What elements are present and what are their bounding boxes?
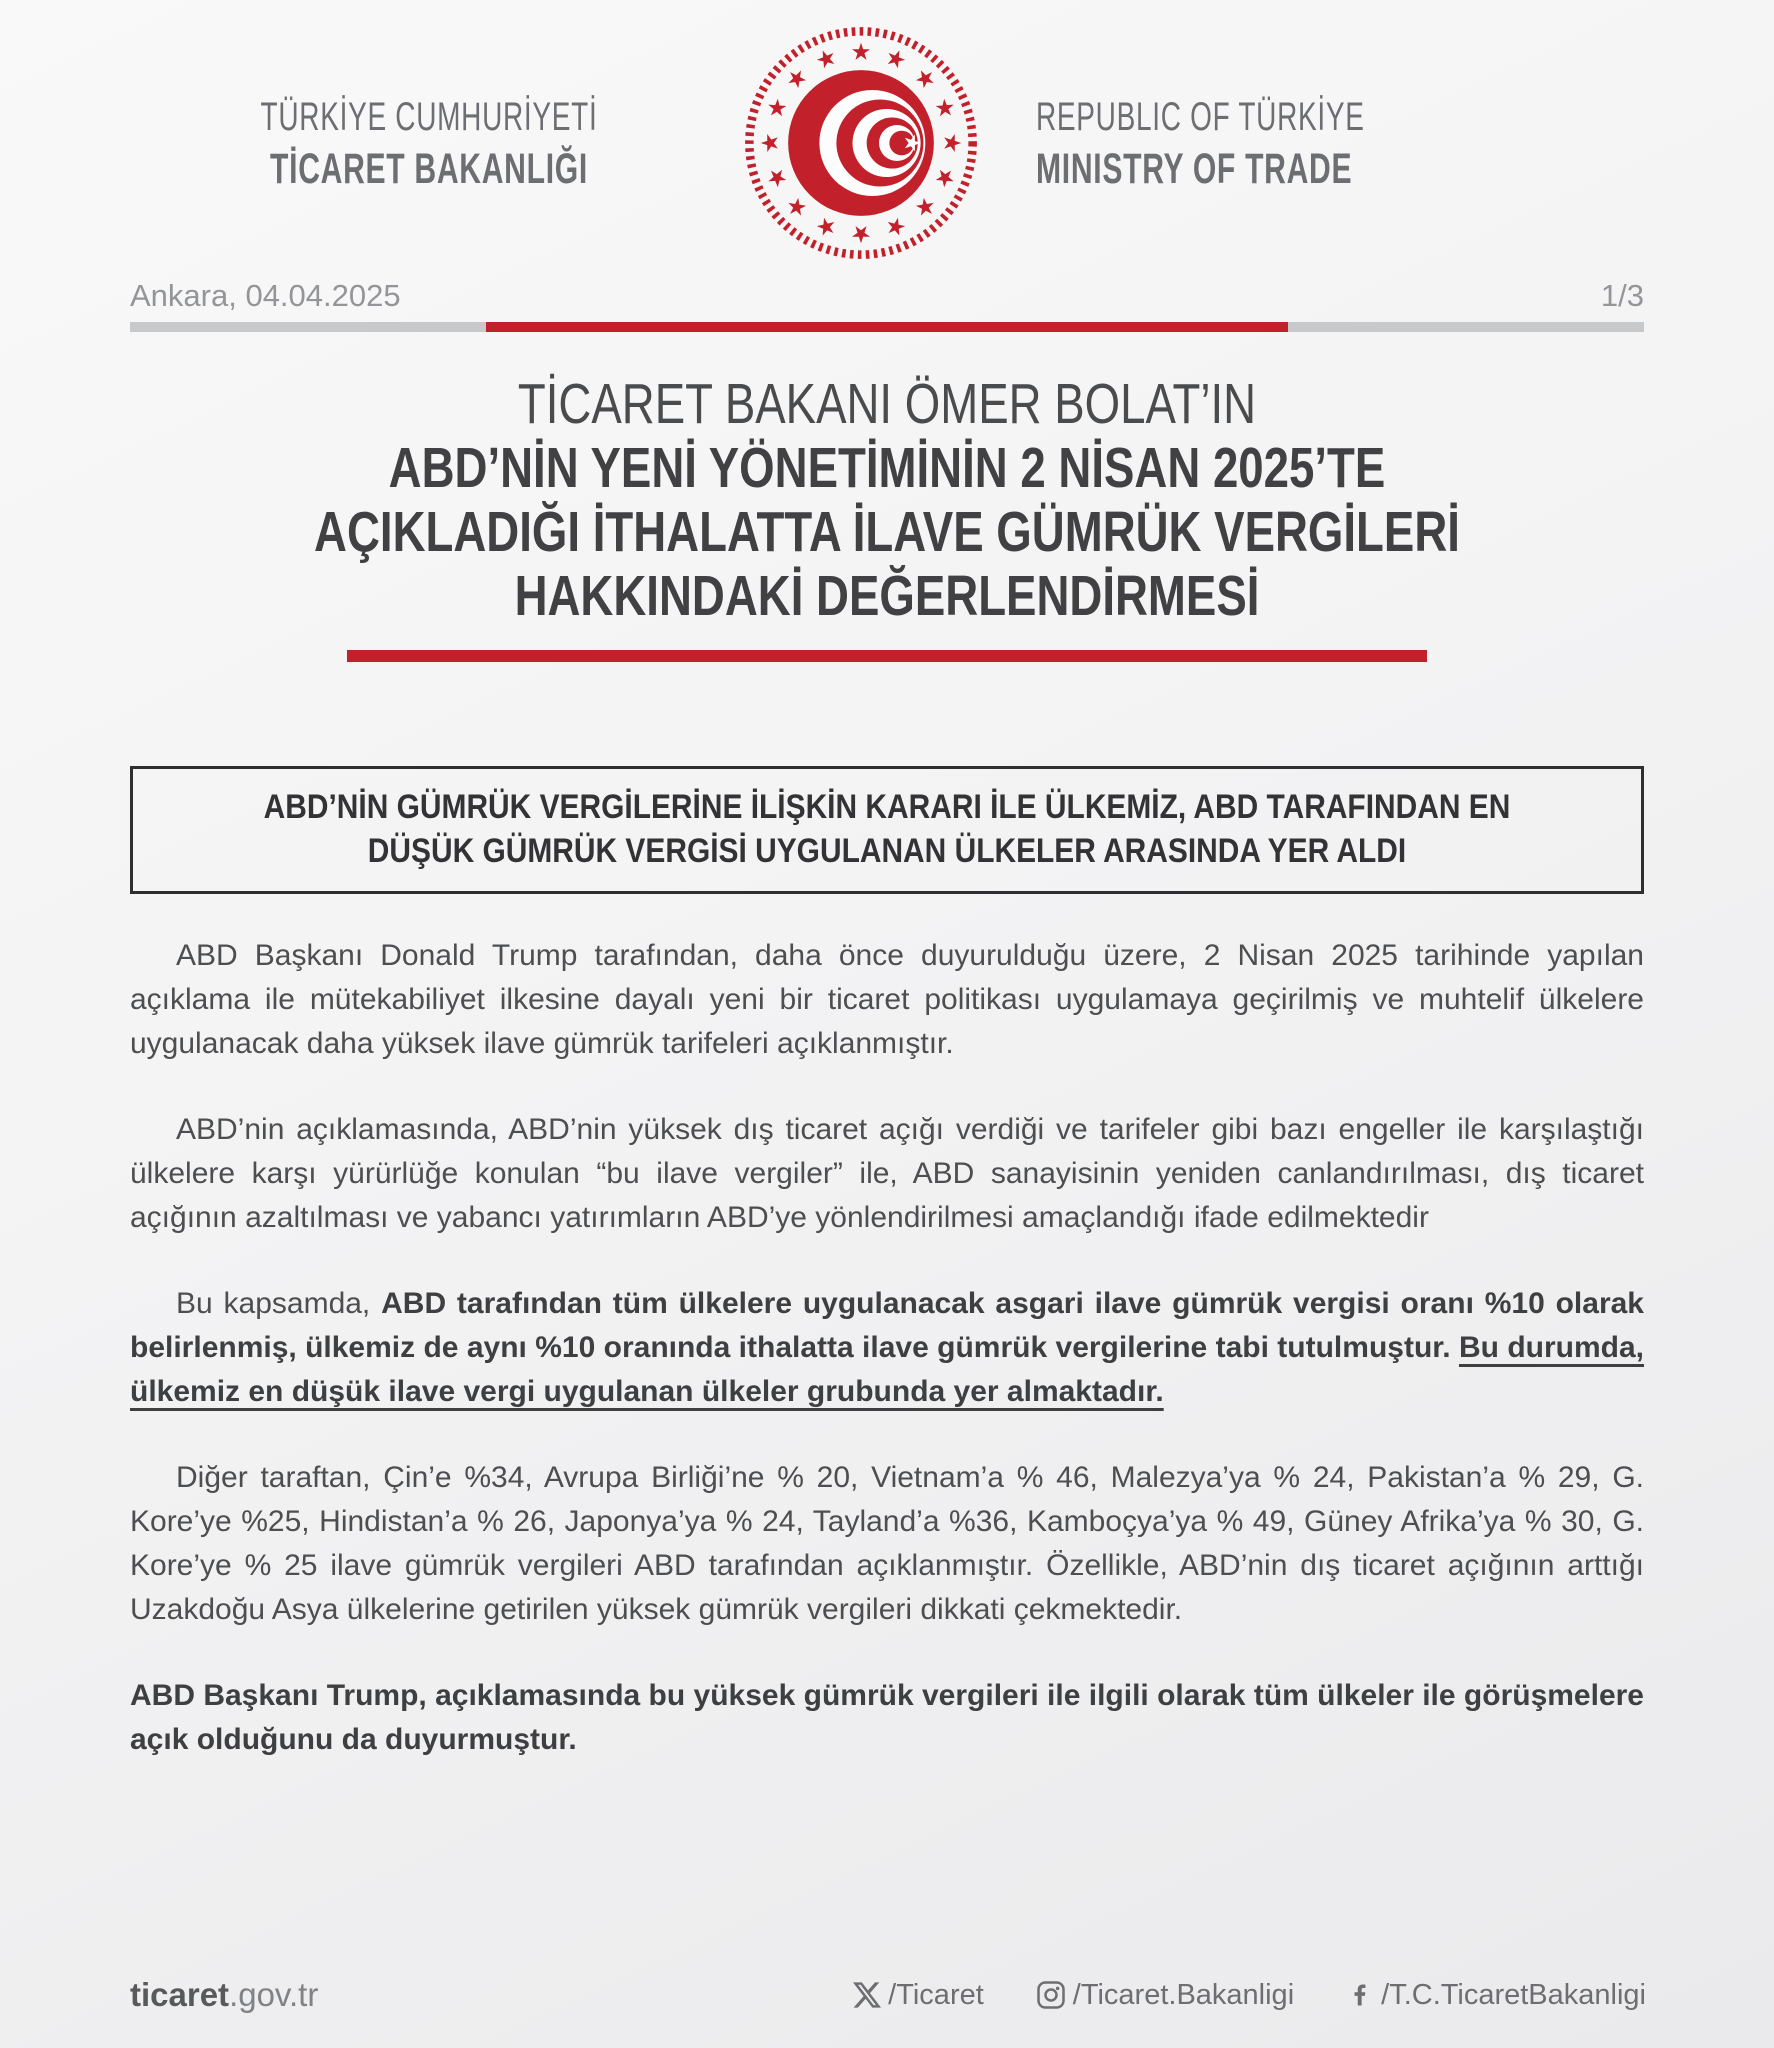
paragraph-2: ABD’nin açıklamasında, ABD’nin yüksek dış ticaret açığı verdiği ve tarifeler gibi bazı engeller ile karşılaştığı ülkelere karşı yürürlüğe konulan “bu ilave vergiler” ile, ABD sanayisinin yeniden canlandırılması, dış ticaret açığının azaltılması ve yabancı yatırımların ABD’ye yönlendirilmesi amaçlandığı ifade edilmektedir (130, 1113, 1644, 1234)
x-icon (853, 1981, 881, 2009)
page-indicator: 1/3 (1600, 278, 1644, 313)
dateline: Ankara, 04.04.2025 (130, 278, 401, 313)
page-title (0, 372, 1774, 628)
instagram-icon (1036, 1980, 1066, 2010)
header-divider-rule (130, 322, 1644, 332)
header-left-line1: TÜRKİYE CUMHURİYETİ (260, 95, 598, 139)
title-line4: HAKKINDAKİ DEĞERLENDİRMESİ (514, 564, 1260, 628)
meta-row (130, 278, 1644, 314)
header-right-line1: REPUBLIC OF TÜRKİYE (1036, 95, 1365, 139)
ministry-emblem-svg (738, 20, 984, 266)
website-rest: .gov.tr (229, 1976, 319, 2013)
paragraph-3-bold: ABD tarafından tüm ülkelere uygulanacak asgari ilave gümrük vergisi oranı %10 olarak belirlenmiş, ülkemiz de aynı %10 oranında ithalatta ilave gümrük vergilerine tabi tutulmuştur. (130, 1287, 1644, 1364)
social-links (853, 1979, 1646, 2012)
footer (130, 1976, 1646, 2014)
title-line3: AÇIKLADIĞI İTHALATTA İLAVE GÜMRÜK VERGİLERİ (314, 500, 1460, 564)
paragraph-5: ABD Başkanı Trump, açıklamasında bu yüksek gümrük vergileri ile ilgili olarak tüm ülkeler ile görüşmelere açık olduğunu da duyurmuştur. (130, 1679, 1644, 1756)
rule-red-center (486, 322, 1288, 332)
headline-box (130, 766, 1644, 894)
body-text (130, 934, 1644, 1762)
facebook-icon (1346, 1981, 1374, 2009)
header-left-title (120, 91, 738, 195)
title-line1: TİCARET BAKANI ÖMER BOLAT’IN (517, 372, 1257, 436)
header-left-line2: TİCARET BAKANLIĞI (270, 145, 588, 193)
paragraph-1: ABD Başkanı Donald Trump tarafından, daha önce duyurulduğu üzere, 2 Nisan 2025 tarihinde yapılan açıklama ile mütekabiliyet ilkesine dayalı yeni bir ticaret politikası uygulamaya geçirilmiş ve muhtelif ülkelere uygulanacak daha yüksek ilave gümrük tarifeleri açıklanmıştır. (130, 939, 1644, 1060)
rule-gray-right (1288, 322, 1644, 332)
paragraph-3 (130, 1282, 1644, 1414)
website-link[interactable] (130, 1976, 318, 2014)
instagram-link[interactable] (1036, 1979, 1294, 2012)
header (0, 18, 1774, 268)
header-right-line2: MINISTRY OF TRADE (1036, 145, 1353, 193)
ministry-emblem (738, 20, 984, 266)
header-right-title (984, 91, 1654, 195)
headline-line1: ABD’NİN GÜMRÜK VERGİLERİNE İLİŞKİN KARARI İLE ÜLKEMİZ, ABD TARAFINDAN EN (263, 788, 1511, 826)
instagram-handle: /Ticaret.Bakanligi (1072, 1978, 1295, 2011)
emblem-crescents (788, 70, 934, 216)
facebook-handle: /T.C.TicaretBakanligi (1381, 1978, 1646, 2011)
paragraph-3-underlined: Bu durumda, ülkemiz en düşük ilave vergi uygulanan ülkeler grubunda yer almaktadır. (130, 1331, 1645, 1408)
title-underline-rule (347, 650, 1427, 662)
title-line2: ABD’NİN YENİ YÖNETİMİNİN 2 NİSAN 2025’TE (388, 436, 1386, 500)
headline-line2: DÜŞÜK GÜMRÜK VERGİSİ UYGULANAN ÜLKELER ARASINDA YER ALDI (367, 832, 1407, 870)
rule-gray-left (130, 322, 486, 332)
paragraph-4: Diğer taraftan, Çin’e %34, Avrupa Birliği’ne % 20, Vietnam’a % 46, Malezya’ya % 24, Pakistan’a % 29, G. Kore’ye %25, Hindistan’a % 26, Japonya’ya % 24, Tayland’a %36, Kamboçya’ya % 49, Güney Afrika’ya % 30, G. Kore’ye % 25 ilave gümrük vergileri ABD tarafından açıklanmıştır. Özellikle, ABD’nin dış ticaret açığının arttığı Uzakdoğu Asya ülkelerine getirilen yüksek gümrük vergileri dikkati çekmektedir. (130, 1461, 1644, 1626)
website-bold: ticaret (130, 1976, 230, 2013)
x-handle: /Ticaret (888, 1978, 984, 2011)
facebook-link[interactable] (1346, 1979, 1646, 2012)
paragraph-3-lead: Bu kapsamda, (176, 1287, 382, 1320)
x-link[interactable] (853, 1979, 984, 2012)
